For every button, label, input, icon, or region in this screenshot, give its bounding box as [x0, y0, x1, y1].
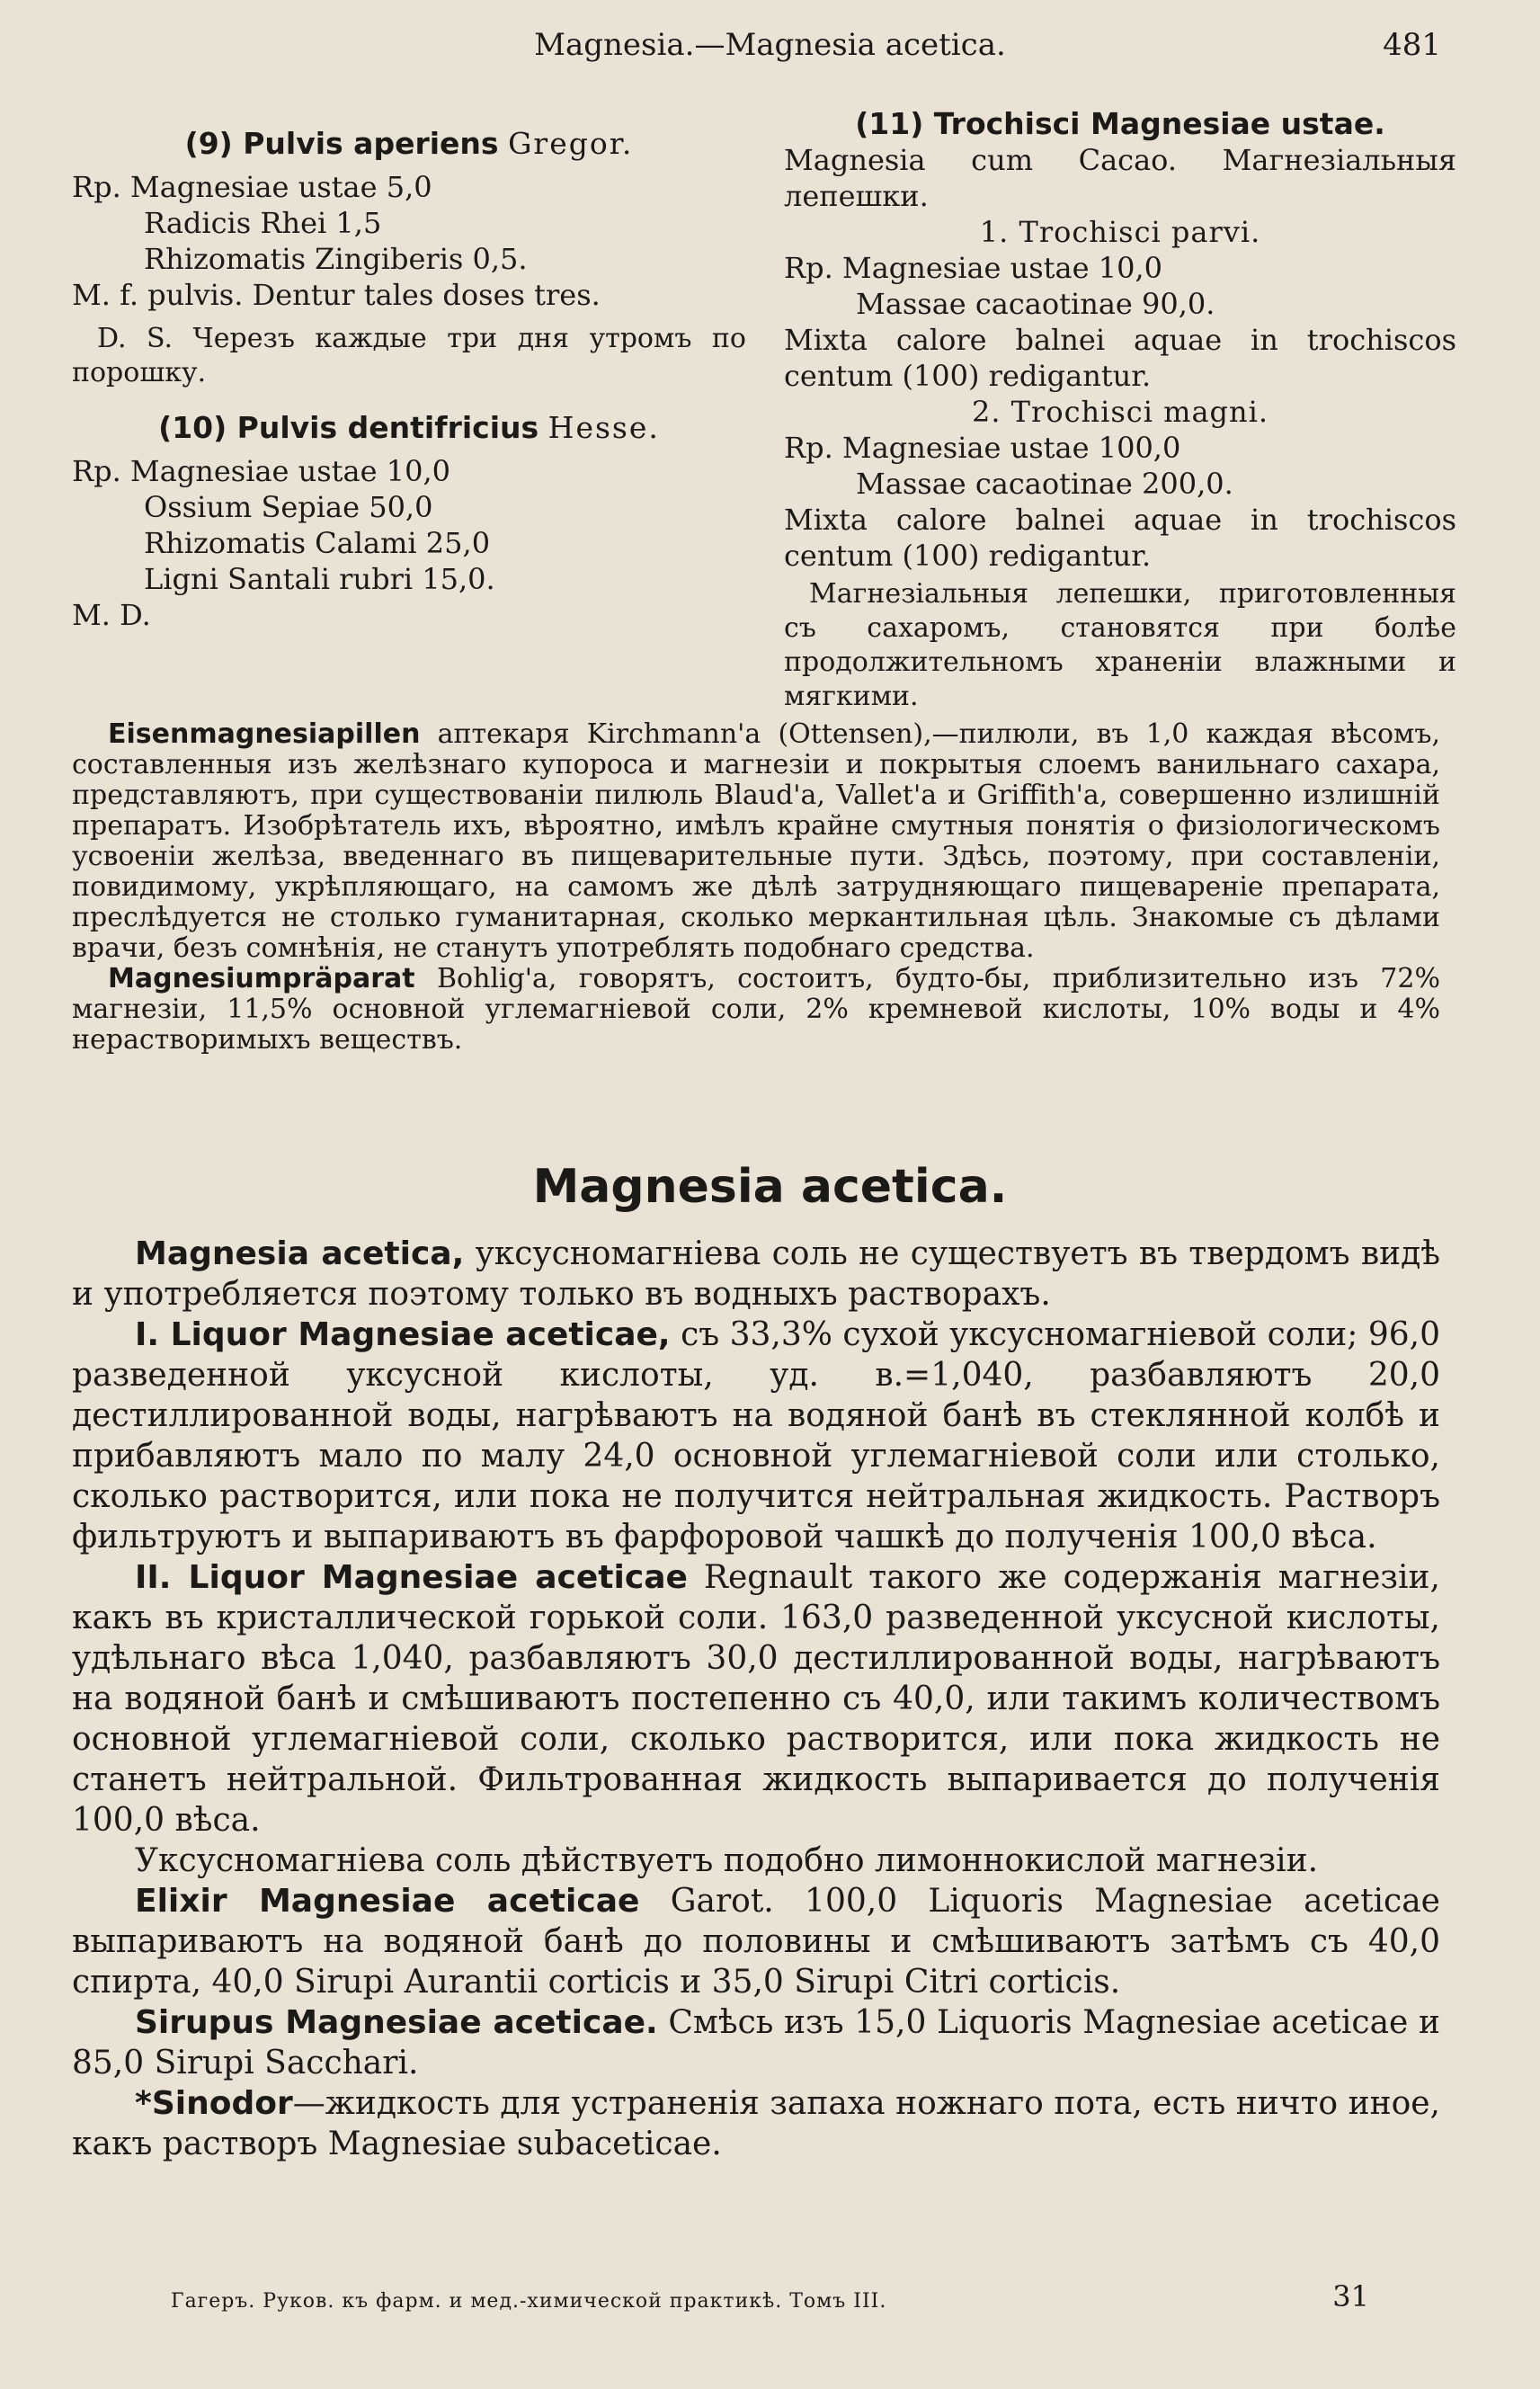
recipe-11-subtitle: Magnesia cum Cacao. Магнезіальныя лепешки. — [784, 143, 1456, 213]
recipe-10-author: Hesse. — [547, 410, 660, 445]
paragraph-3-term: II. Liquor Magnesiae aceticae — [135, 1559, 688, 1596]
recipe-9-title: (9) Pulvis aperiens — [184, 126, 499, 161]
recipe-11-part2-line-2: Massae cacaotinae 200,0. — [856, 467, 1233, 501]
recipe-11-part1-line-3: Mixta calore balnei aquae in trochiscos centum (100) redigantur. — [784, 323, 1456, 393]
page-number: 481 — [1383, 27, 1441, 63]
paragraph-5-text: Garot. 100,0 Liquoris Magnesiae aceticae выпариваютъ на водяной банѣ до половины и смѣшиваютъ затѣмъ съ 40,0 спирта, 40,0 Sirupi Aurantii corticis и 35,0 Sirupi Citri corticis. — [72, 1883, 1440, 2001]
running-title: Magnesia.—Magnesia acetica. — [534, 27, 1006, 63]
recipe-9 — [72, 126, 746, 390]
section-paragraph-6 — [72, 2002, 1440, 2083]
left-column — [72, 126, 746, 633]
recipe-11 — [784, 106, 1456, 714]
section-paragraph-1 — [72, 1234, 1440, 1315]
note-mag-text: Bohlig'a, говорятъ, состоитъ, будто-бы, приблизительно изъ 72% магнезіи, 11,5% основной углемагніевой соли, 2% кремневой кислоты, 10% воды и 4% нерастворимыхъ веществъ. — [72, 963, 1440, 1056]
section-body — [72, 1234, 1440, 2164]
recipe-11-part1-title: 1. Trochisci parvi. — [979, 215, 1261, 249]
paragraph-7-term: *Sinodor — [135, 2085, 293, 2122]
recipe-10 — [72, 410, 746, 633]
recipe-10-title: (10) Pulvis dentifricius — [158, 410, 539, 445]
paragraph-3-text: Regnault такого же содержанія магнезіи, какъ въ кристаллической горькой соли. 163,0 разведенной уксусной кислоты, удѣльнаго вѣса 1,040, разбавляютъ 30,0 дестиллированной воды, нагрѣваютъ на водяной банѣ и смѣшиваютъ постепенно съ 40,0, или такимъ количествомъ основной углемагніевой соли, сколько растворится, или пока жидкость не станетъ нейтральной. Фильтрованная жидкость выпаривается до полученія 100,0 вѣса. — [72, 1559, 1440, 1839]
paragraph-6-term: Sirupus Magnesiae aceticae. — [135, 2004, 658, 2041]
footer-note: Гагеръ. Руков. къ фарм. и мед.-химической практикѣ. Томъ III. — [171, 2290, 887, 2313]
recipe-11-title: (11) Trochisci Magnesiae ustae. — [855, 106, 1385, 141]
section-paragraph-4: Уксусномагніева соль дѣйствуетъ подобно лимоннокислой магнезіи. — [135, 1842, 1319, 1879]
paragraph-2-term: I. Liquor Magnesiae aceticae, — [135, 1316, 671, 1353]
paragraph-1-term: Magnesia acetica, — [135, 1235, 465, 1272]
recipe-9-line-1: Rp. Magnesiae ustae 5,0 — [72, 170, 432, 204]
recipe-11-part1-line-1: Rp. Magnesiae ustae 10,0 — [784, 251, 1162, 285]
notes-block — [72, 719, 1440, 1056]
recipe-11-note: Магнезіальныя лепешки, приготовленныя съ сахаромъ, становятся при болѣе продолжительномъ храненіи влажными и мягкими. — [784, 578, 1456, 712]
recipe-10-line-5: M. D. — [72, 598, 151, 632]
signature-mark: 31 — [1332, 2279, 1369, 2313]
recipe-11-part2-line-1: Rp. Magnesiae ustae 100,0 — [784, 431, 1181, 465]
right-column — [784, 106, 1456, 714]
recipe-9-line-3: Rhizomatis Zingiberis 0,5. — [144, 242, 528, 276]
recipe-11-part2-line-3: Mixta calore balnei aquae in trochiscos centum (100) redigantur. — [784, 503, 1456, 573]
section-paragraph-7 — [72, 2083, 1440, 2164]
section-paragraph-3 — [72, 1557, 1440, 1841]
recipe-11-part1-line-2: Massae cacaotinae 90,0. — [856, 287, 1215, 321]
paragraph-1-text: уксусномагніева соль не существуетъ въ твердомъ видѣ и употребляется поэтому только въ водныхъ растворахъ. — [72, 1235, 1440, 1313]
note-eisen-text: аптекаря Kirchmann'a (Ottensen),—пилюли, въ 1,0 каждая вѣсомъ, составленныя изъ желѣзнаго купороса и магнезіи и покрытыя слоемъ ванильнаго сахара, представляютъ, при существованіи пилюль Blaud'a, Vallet'a и Griffith'a, совершенно излишній препаратъ. Изобрѣтатель ихъ, вѣроятно, имѣлъ крайне смутныя понятія о физіологическомъ усвоеніи желѣза, введеннаго въ пищеварительные пути. Здѣсь, поэтому, при составленіи, повидимому, укрѣпляющаго, на самомъ же дѣлѣ затрудняющаго пищевареніе препарата, преслѣдуется не столько гуманитарная, сколько меркантильная цѣль. Знакомые съ дѣлами врачи, безъ сомнѣнія, не станутъ употреблять подобнаго средства. — [72, 718, 1440, 964]
recipe-9-line-2: Radicis Rhei 1,5 — [144, 206, 382, 240]
recipe-9-signa: D. S. Черезъ каждые три дня утромъ по порошку. — [72, 323, 746, 388]
note-magnesiumpraeparat — [72, 964, 1440, 1056]
section-heading: Magnesia acetica. — [532, 1160, 1008, 1214]
recipe-10-line-1: Rp. Magnesiae ustae 10,0 — [72, 454, 450, 488]
page-header — [0, 16, 1540, 70]
paragraph-6-text: Смѣсь изъ 15,0 Liquoris Magnesiae aceticae и 85,0 Sirupi Sacchari. — [72, 2004, 1440, 2081]
recipe-10-line-2: Ossium Sepiae 50,0 — [144, 490, 433, 524]
recipe-10-line-4: Ligni Santali rubri 15,0. — [144, 562, 495, 596]
paragraph-7-text: —жидкость для устраненія запаха ножнаго пота, есть ничто иное, какъ растворъ Magnesiae subaceticae. — [72, 2085, 1440, 2162]
note-mag-term: Magnesiumpräparat — [108, 963, 415, 994]
section-paragraph-2 — [72, 1315, 1440, 1557]
recipe-11-part2-title: 2. Trochisci magni. — [971, 395, 1269, 429]
recipe-9-author: Gregor. — [508, 126, 634, 161]
paragraph-5-term: Elixir Magnesiae aceticae — [135, 1883, 640, 1920]
recipe-9-line-4: M. f. pulvis. Dentur tales doses tres. — [72, 278, 601, 312]
section-paragraph-5 — [72, 1881, 1440, 2002]
recipe-10-line-3: Rhizomatis Calami 25,0 — [144, 526, 491, 560]
note-eisen-term: Eisenmagnesiapillen — [108, 718, 421, 750]
note-eisenmagnesiapillen — [72, 719, 1440, 964]
paragraph-2-text: съ 33,3% сухой уксусномагніевой соли; 96,0 разведенной уксусной кислоты, уд. в.=1,040, разбавляютъ 20,0 дестиллированной воды, нагрѣваютъ на водяной банѣ въ стеклянной колбѣ и прибавляютъ мало по малу 24,0 основной углемагніевой соли или столько, сколько растворится, или пока не получится нейтральная жидкость. Растворъ фильтруютъ и выпариваютъ въ фарфоровой чашкѣ до полученія 100,0 вѣса. — [72, 1316, 1441, 1556]
